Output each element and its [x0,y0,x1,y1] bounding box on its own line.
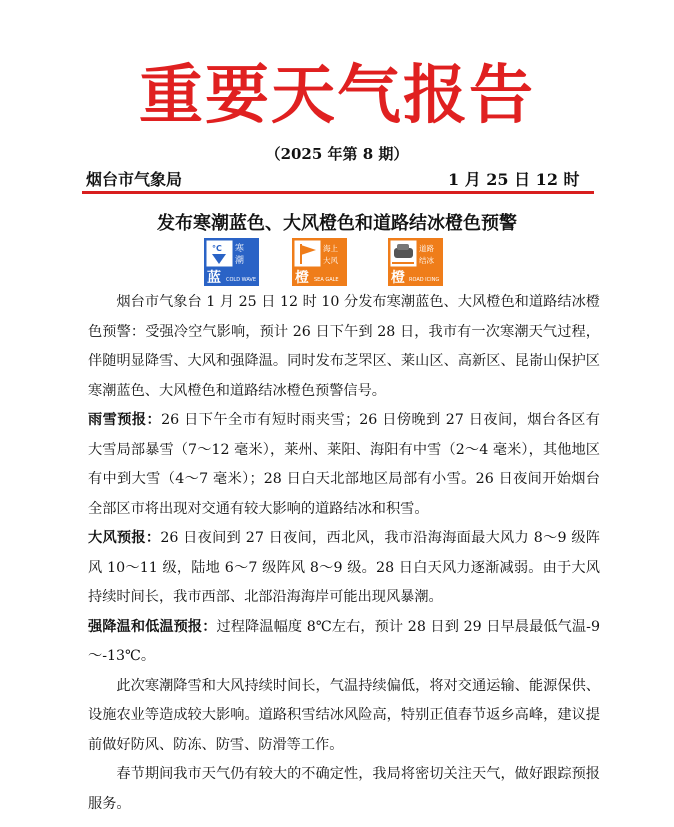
header-divider [82,191,594,194]
svg-text:大风: 大风 [323,256,338,265]
svg-text:橙: 橙 [295,270,309,286]
svg-text:潮: 潮 [235,256,245,266]
issue-datetime: 1 月 25 日 12 时 [448,170,580,189]
impact-paragraph: 此次寒潮降雪和大风持续时间长，气温持续偏低，将对交通运输、能源保供、设施农业等造成较大影响。道路积雪结冰风险高，特别正值春节返乡高峰，建议提前做好防风、防冻、防雪、防滑等工作。 [88,677,600,753]
svg-text:道路: 道路 [419,244,434,253]
issuing-bureau: 烟台市气象局 [86,170,183,189]
signal-top-text: 寒 [235,244,245,254]
temperature-forecast-paragraph [88,613,600,672]
signal-en-text: COLD WAVE [226,277,257,283]
svg-text:海上: 海上 [323,244,338,253]
wind-forecast-label: 大风预报： [88,530,161,546]
wind-forecast-paragraph [88,524,600,613]
report-body [88,288,600,819]
snow-forecast-text: 26 日下午全市有短时雨夹雪；26 日傍晚到 27 日夜间，烟台各区有大雪局部暴雪（7～12 毫米），莱州、莱阳、海阳有中雪（2～4 毫米），其他地区有中到大雪（4～7 毫米）；28 日白天北部地区局部有小雪。26 日夜间开始烟台全部区市将出现对交通有较大影响的道路结冰和积雪。 [88,412,600,517]
cold-wave-blue-signal [204,238,259,286]
report-headline: 发布寒潮蓝色、大风橙色和道路结冰橙色预警 [157,213,517,234]
report-title: 重要天气报告 [139,58,535,133]
svg-text:结冰: 结冰 [419,256,434,265]
intro-paragraph: 烟台市气象台 1 月 25 日 12 时 10 分发布寒潮蓝色、大风橙色和道路结冰橙色预警：受强冷空气影响，预计 26 日下午到 28 日，我市有一次寒潮天气过程，伴随明显降雪、大风和强降温。同时发布芝罘区、莱山区、高新区、昆嵛山保护区寒潮蓝色、大风橙色和道路结冰橙色预警信号。 [88,294,600,399]
svg-text:°C: °C [212,244,222,253]
temperature-forecast-label: 强降温和低温预报： [88,618,217,635]
temperature-forecast-text: 过程降温幅度 8℃左右，预计 28 日到 29 日早晨最低气温-9～-13℃。 [88,618,600,664]
sea-gale-orange-signal [292,238,347,286]
svg-text:SEA GALE: SEA GALE [314,277,339,283]
wind-forecast-text: 26 日夜间到 27 日夜间，西北风，我市沿海海面最大风力 8～9 级阵风 10～11 级，陆地 6～7 级阵风 8～9 级。28 日白天风力逐渐减弱。由于大风持续时间长，我市西部、北部沿海海岸可能出现风暴潮。 [88,530,600,605]
signal-char: 蓝 [207,270,221,286]
svg-text:橙: 橙 [391,270,405,286]
closing-paragraph: 春节期间我市天气仍有较大的不确定性，我局将密切关注天气，做好跟踪预报服务。 [88,766,600,812]
issue-number: （2025 年第 8 期） [265,145,409,163]
svg-text:ROAD ICING: ROAD ICING [409,277,440,283]
snow-forecast-label: 雨雪预报： [88,412,162,428]
warning-signals [0,238,674,288]
road-icing-orange-signal [388,238,443,286]
snow-forecast-paragraph [88,406,600,524]
